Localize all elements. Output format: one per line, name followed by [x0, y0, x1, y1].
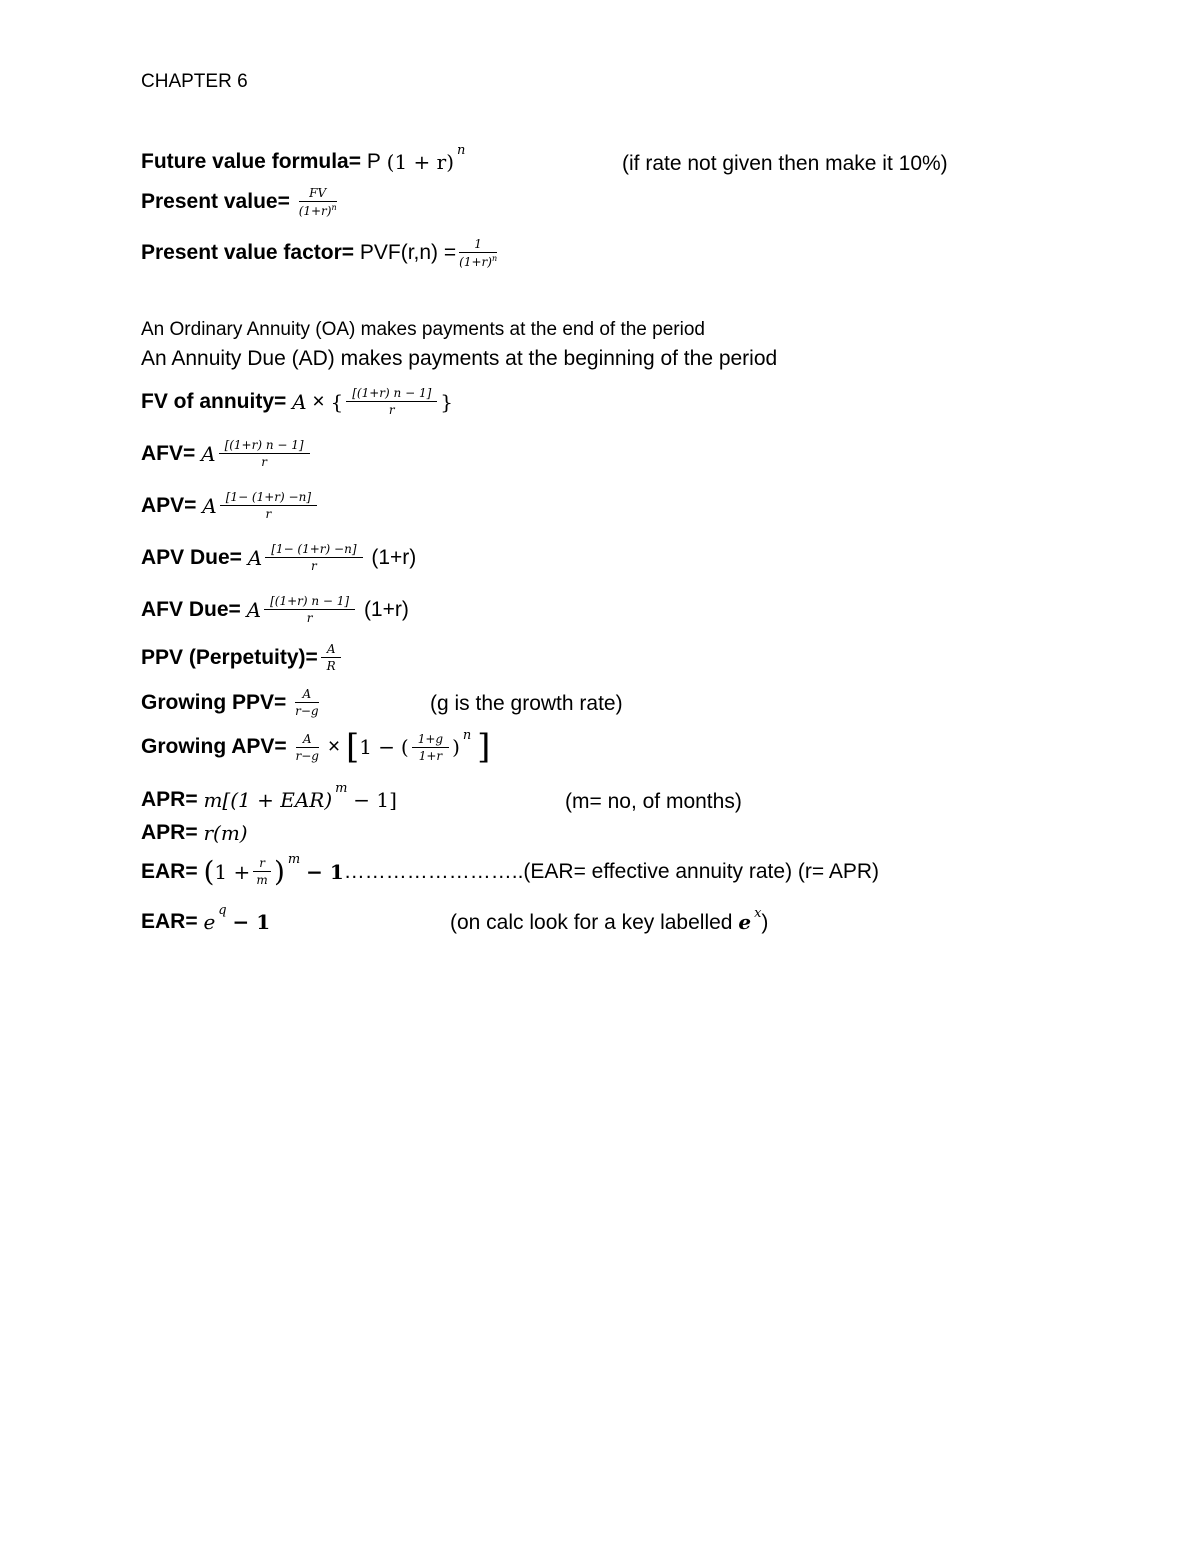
numerator: A — [295, 687, 318, 703]
a: A — [201, 441, 216, 466]
numerator: [1− (1+r) −n] — [220, 490, 317, 506]
label: PPV (Perpetuity)= — [141, 645, 318, 669]
a: A — [292, 389, 307, 414]
fraction — [253, 856, 271, 887]
growing-apv-formula — [141, 727, 491, 767]
fraction — [459, 237, 497, 269]
a: A — [246, 597, 262, 622]
label: APR= — [141, 821, 198, 844]
fraction — [220, 490, 317, 521]
calc-note — [450, 906, 769, 935]
numerator: A — [321, 642, 342, 658]
annuity-due-text: An Annuity Due (AD) makes payments at the beginning of the period — [141, 347, 778, 370]
label: Future value formula= — [141, 150, 361, 173]
label: FV of annuity= — [141, 389, 287, 413]
brace-open: { — [330, 389, 344, 414]
ear-formula-2 — [141, 902, 271, 934]
numerator: [1− (1+r) −n] — [265, 542, 362, 558]
chapter-heading: CHAPTER 6 — [141, 71, 248, 92]
key-e: e — [738, 910, 752, 934]
months-note: (m= no, of months) — [565, 790, 742, 813]
future-value-formula — [141, 142, 466, 174]
pvf-text: PVF(r,n) = — [359, 241, 457, 264]
fraction — [299, 186, 337, 218]
tail: (1+r) — [371, 545, 417, 569]
apr-formula-2 — [141, 821, 248, 845]
inner-fraction — [412, 732, 449, 763]
denominator: r−g — [295, 748, 319, 763]
numerator: [(1+r) n − 1] — [346, 386, 437, 402]
label: EAR= — [141, 910, 198, 933]
numerator: 1 — [459, 237, 497, 253]
exponent: m — [287, 852, 301, 867]
denominator: r — [261, 455, 267, 469]
denominator: R — [326, 659, 336, 673]
apr-formula-1 — [141, 780, 397, 812]
exponent: m — [335, 780, 348, 796]
label: Growing APV= — [141, 735, 287, 758]
exponent: n — [457, 142, 466, 158]
tail: − 1 — [232, 910, 271, 934]
denominator: r−g — [295, 704, 319, 718]
fraction — [265, 542, 362, 573]
brace-close: } — [440, 389, 453, 414]
afv-formula — [141, 438, 313, 469]
times: × — [312, 389, 325, 413]
numerator: [(1+r) n − 1] — [264, 594, 355, 610]
label: Present value factor= — [141, 241, 355, 264]
expr: r(m) — [203, 821, 248, 845]
numerator: 1+g — [412, 732, 449, 748]
numerator: A — [296, 732, 319, 748]
denominator — [299, 202, 337, 218]
ear-formula-1 — [141, 852, 879, 888]
den-exp: n — [491, 254, 498, 263]
bracket-open: [ — [345, 727, 360, 767]
tail: (1+r) — [363, 597, 409, 621]
tail: − 1 — [306, 859, 344, 884]
numerator: [(1+r) n − 1] — [219, 438, 310, 454]
den-exp: n — [331, 203, 337, 212]
note-end: ) — [761, 911, 769, 934]
fraction — [295, 687, 318, 718]
fraction — [346, 386, 437, 417]
label: AFV= — [141, 441, 196, 465]
apv-due-formula — [141, 542, 416, 573]
paren-open: ( — [203, 854, 215, 888]
afv-due-formula — [141, 594, 409, 625]
note-text: (on calc look for a key labelled — [450, 911, 739, 934]
expr: m[(1 + EAR) — [203, 788, 333, 812]
present-value-formula — [141, 186, 340, 218]
label: AFV Due= — [141, 597, 241, 621]
denominator: 1+r — [418, 748, 443, 763]
exponent: n — [462, 727, 472, 743]
apv-formula — [141, 490, 320, 521]
denominator: r — [388, 403, 395, 417]
present-value-factor-formula — [141, 237, 500, 269]
tail: − 1] — [353, 788, 397, 812]
denominator: r — [311, 559, 317, 573]
expr: (1 + r) — [386, 150, 455, 174]
growth-rate-note: (g is the growth rate) — [430, 692, 623, 715]
ear-note: ……………………..(EAR= effective annuity rate) (r= APR) — [343, 859, 879, 883]
paren-close: ) — [452, 735, 460, 759]
one-minus: 1 − — [359, 735, 396, 759]
one-plus: 1 + — [214, 859, 251, 884]
fv-annuity-formula — [141, 386, 453, 417]
fraction — [321, 642, 342, 673]
denominator — [459, 253, 497, 269]
key-exp: x — [754, 906, 762, 921]
numerator: r — [253, 856, 271, 872]
denominator: r — [265, 507, 272, 521]
numerator: FV — [299, 186, 337, 202]
paren-open: ( — [400, 735, 409, 759]
perpetuity-formula — [141, 642, 344, 673]
label: EAR= — [141, 859, 198, 883]
bracket-close: ] — [477, 727, 491, 767]
fv-note: (if rate not given then make it 10%) — [622, 152, 948, 175]
ordinary-annuity-text: An Ordinary Annuity (OA) makes payments at the end of the period — [141, 319, 705, 340]
den-text: (1+r) — [298, 204, 332, 218]
times: × — [327, 735, 341, 758]
label: Growing PPV= — [141, 690, 287, 714]
denominator: m — [256, 873, 268, 887]
a: A — [247, 545, 263, 570]
fraction — [264, 594, 355, 625]
label: APV Due= — [141, 545, 242, 569]
exponent: q — [218, 902, 227, 918]
den-text: (1+r) — [459, 255, 492, 269]
fraction — [296, 732, 319, 763]
label: APR= — [141, 788, 198, 811]
p: P — [366, 150, 381, 173]
fraction — [219, 438, 310, 469]
label: APV= — [141, 493, 197, 517]
e: e — [203, 910, 216, 934]
label: Present value= — [141, 190, 290, 213]
growing-ppv-formula — [141, 687, 322, 718]
denominator: r — [306, 611, 313, 625]
paren-close: ) — [273, 854, 285, 888]
a: A — [202, 493, 217, 518]
